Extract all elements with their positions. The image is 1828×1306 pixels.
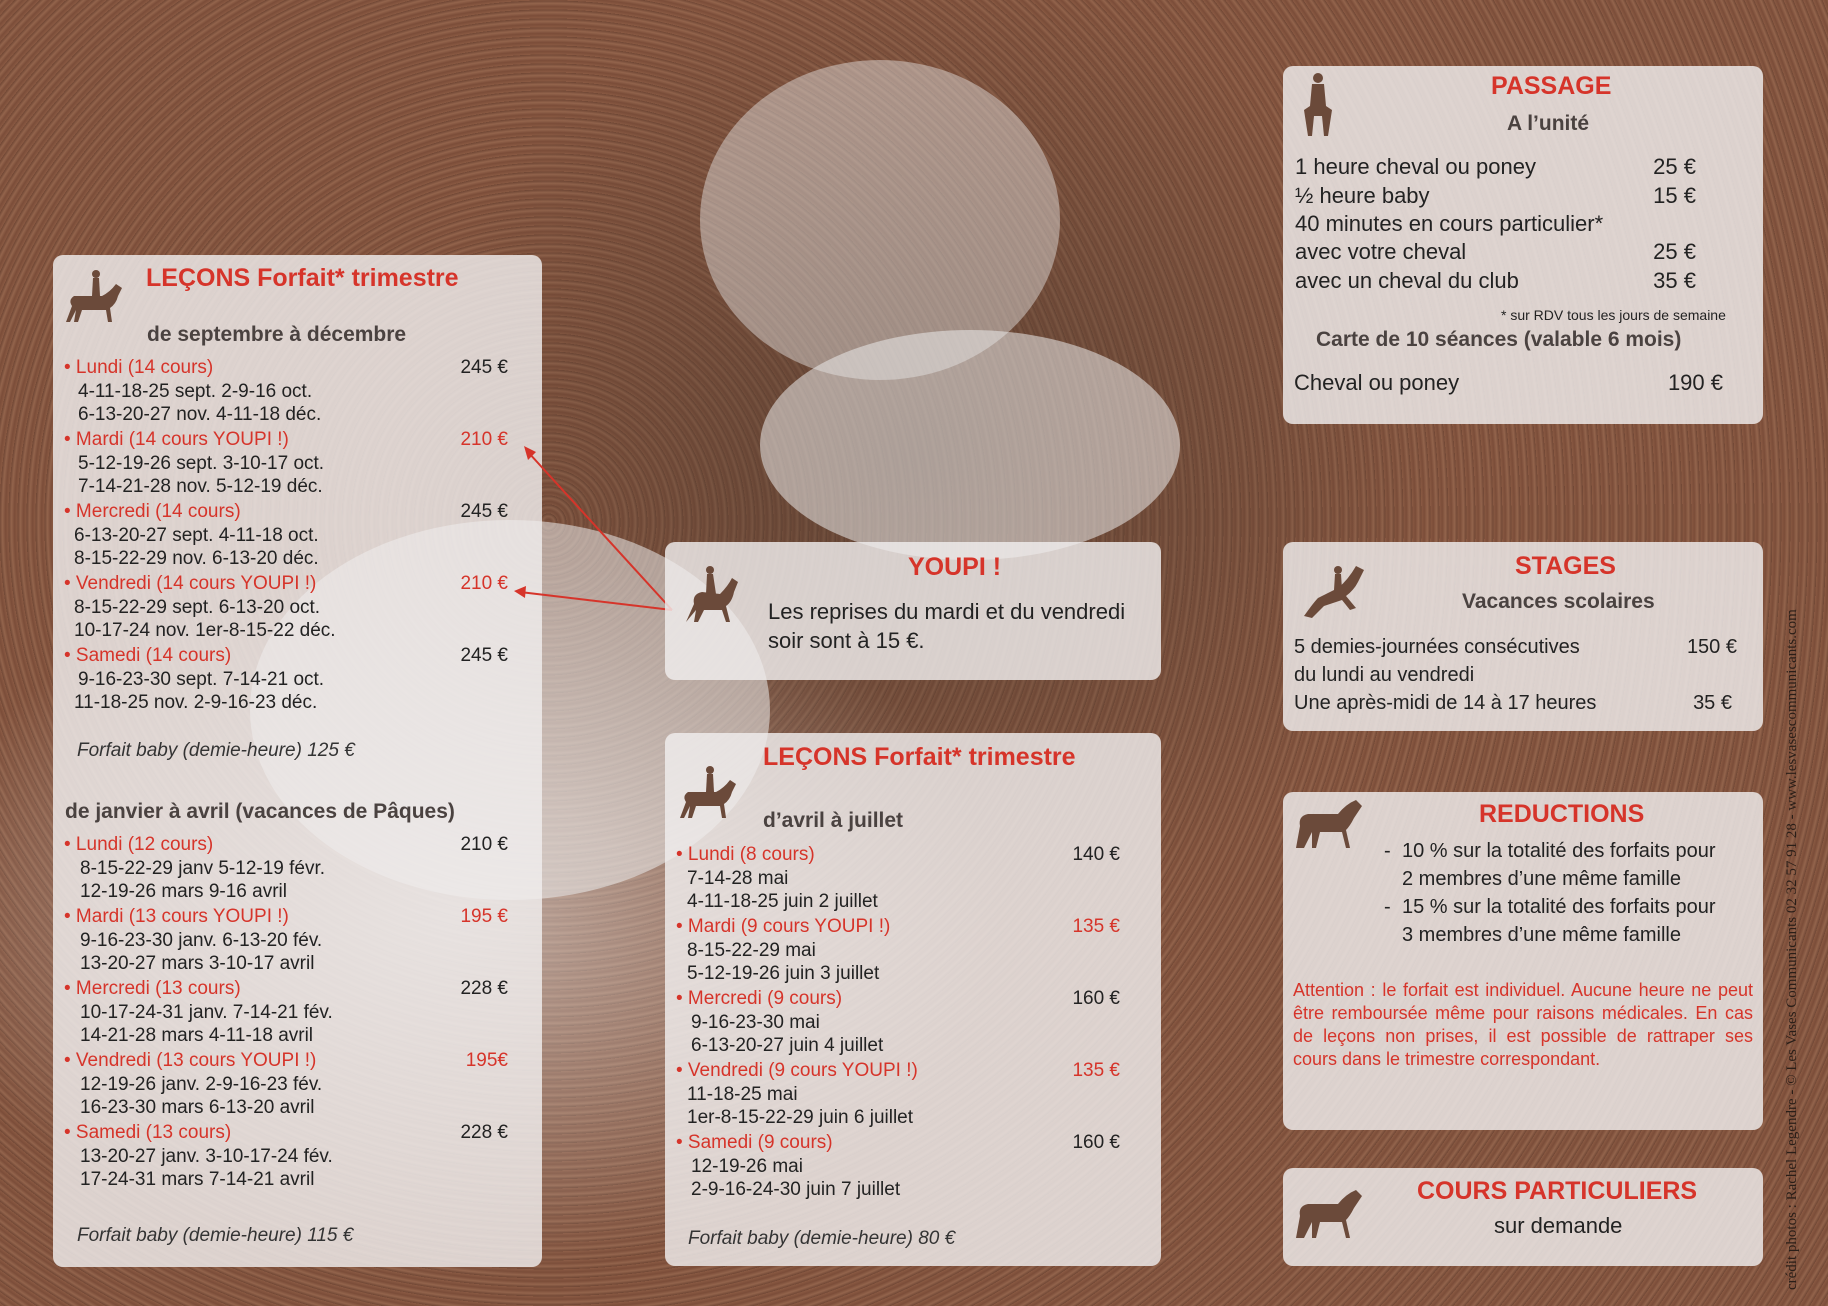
passage-title: PASSAGE (1491, 72, 1612, 100)
price: 228 € (460, 978, 508, 999)
mid-title: LEÇONS Forfait* trimestre (763, 743, 1076, 771)
stage-row: du lundi au vendredi (1294, 664, 1475, 686)
dates: 10-17-24 nov. 1er-8-15-22 déc. (74, 620, 336, 641)
reduction-dash: - (1384, 840, 1391, 862)
horse-icon (1290, 1186, 1366, 1242)
reduction-item: 2 membres d’une même famille (1402, 868, 1681, 890)
passage-label: ½ heure baby (1295, 183, 1430, 208)
dates: 16-23-30 mars 6-13-20 avril (80, 1097, 315, 1118)
dates: 8-15-22-29 sept. 6-13-20 oct. (74, 597, 321, 618)
dates: 2-9-16-24-30 juin 7 juillet (691, 1179, 901, 1200)
dates: 10-17-24-31 janv. 7-14-21 fév. (80, 1002, 333, 1023)
reduction-item: 15 % sur la totalité des forfaits pour (1402, 896, 1716, 918)
dates: 14-21-28 mars 4-11-18 avril (80, 1025, 314, 1046)
photo-credit: crédit photos : Rachel Legendre - © Les Vases Communicants 02 32 57 91 28 - www.lesvasescommunicants.com (1784, 609, 1800, 1290)
baby-price-1: Forfait baby (demie-heure) 125 € (77, 740, 355, 761)
price: 210 € (460, 834, 508, 855)
price: 195€ (465, 1050, 508, 1071)
carte-title: Carte de 10 séances (valable 6 mois) (1316, 328, 1682, 351)
stage-row: 5 demies-journées consécutives (1294, 636, 1580, 658)
dates: 4-11-18-25 juin 2 juillet (687, 891, 878, 912)
passage-note: * sur RDV tous les jours de semaine (1501, 307, 1726, 323)
price: 228 € (460, 1122, 508, 1143)
dates: 12-19-26 mai (691, 1156, 803, 1177)
stage-row: Une après-midi de 14 à 17 heures (1294, 692, 1597, 714)
stages-subtitle: Vacances scolaires (1462, 590, 1655, 613)
day-label: • Mardi (14 cours YOUPI !) (64, 429, 289, 450)
dates: 13-20-27 mars 3-10-17 avril (80, 953, 315, 974)
dates: 6-13-20-27 sept. 4-11-18 oct. (74, 525, 319, 546)
dates: 8-15-22-29 nov. 6-13-20 déc. (74, 548, 319, 569)
carte-label: Cheval ou poney (1294, 370, 1460, 395)
day-label: • Mercredi (9 cours) (676, 988, 843, 1009)
passage-price: 15 € (1653, 183, 1696, 208)
jumping-horse-icon (1298, 558, 1370, 624)
left-period-1: de septembre à décembre (147, 323, 407, 346)
left-title: LEÇONS Forfait* trimestre (146, 264, 459, 292)
price: 195 € (460, 906, 508, 927)
reduction-dash: - (1384, 896, 1391, 918)
day-label: • Vendredi (9 cours YOUPI !) (676, 1060, 918, 1081)
dates: 8-15-22-29 mai (687, 940, 816, 961)
youpi-title: YOUPI ! (908, 553, 1002, 581)
passage-label: avec votre cheval (1295, 239, 1467, 264)
day-label: • Lundi (12 cours) (64, 834, 214, 855)
day-label: • Vendredi (13 cours YOUPI !) (64, 1050, 317, 1071)
price: 140 € (1072, 844, 1120, 865)
dates: 5-12-19-26 juin 3 juillet (687, 963, 880, 984)
dates: 13-20-27 janv. 3-10-17-24 fév. (80, 1146, 333, 1167)
youpi-text-1: Les reprises du mardi et du vendredi (768, 599, 1126, 624)
passage-price: 25 € (1653, 239, 1696, 264)
dates: 11-18-25 nov. 2-9-16-23 déc. (74, 692, 318, 713)
dates: 9-16-23-30 sept. 7-14-21 oct. (78, 669, 325, 690)
carte-price: 190 € (1667, 370, 1723, 395)
cours-subtitle: sur demande (1494, 1213, 1623, 1238)
reduction-item: 3 membres d’une même famille (1402, 924, 1681, 946)
baby-price-2: Forfait baby (demie-heure) 115 € (77, 1225, 354, 1246)
day-label: • Mercredi (14 cours) (64, 501, 241, 522)
day-label: • Lundi (8 cours) (676, 844, 815, 865)
passage-subtitle: A l’unité (1507, 112, 1590, 135)
horse-rider-icon (672, 758, 742, 828)
reductions-title: REDUCTIONS (1479, 800, 1645, 828)
dates: 9-16-23-30 janv. 6-13-20 fév. (80, 930, 323, 951)
dates: 17-24-31 mars 7-14-21 avril (80, 1169, 315, 1190)
horse-rider-icon (1298, 70, 1338, 146)
price: 245 € (460, 357, 508, 378)
day-label: • Lundi (14 cours) (64, 357, 214, 378)
passage-price: 35 € (1653, 268, 1696, 293)
reduction-item: 10 % sur la totalité des forfaits pour (1402, 840, 1716, 862)
dates: 1er-8-15-22-29 juin 6 juillet (687, 1107, 914, 1128)
attention-text: Attention : le forfait est individuel. Aucune heure ne peut être remboursée même pour raisons médicales. En cas de leçons non prises, il est possible de rattraper ses cours dans le trimestre correspondant. (1293, 980, 1753, 1069)
cours-title: COURS PARTICULIERS (1417, 1177, 1698, 1205)
stage-price: 35 € (1693, 692, 1732, 714)
horse-rider-icon (680, 558, 742, 630)
dates: 5-12-19-26 sept. 3-10-17 oct. (78, 453, 325, 474)
price: 160 € (1072, 988, 1120, 1009)
dates: 4-11-18-25 sept. 2-9-16 oct. (78, 381, 313, 402)
horse-photo-neck (700, 60, 1060, 380)
dates: 7-14-21-28 nov. 5-12-19 déc. (78, 476, 323, 497)
dates: 6-13-20-27 nov. 4-11-18 déc. (78, 404, 322, 425)
dates: 12-19-26 mars 9-16 avril (80, 881, 287, 902)
passage-label: avec un cheval du club (1295, 268, 1519, 293)
day-label: • Mercredi (13 cours) (64, 978, 241, 999)
price: 160 € (1072, 1132, 1120, 1153)
day-label: • Samedi (13 cours) (64, 1122, 232, 1143)
dates: 11-18-25 mai (687, 1084, 798, 1105)
price: 210 € (460, 573, 508, 594)
day-label: • Mardi (9 cours YOUPI !) (676, 916, 891, 937)
day-label: • Samedi (14 cours) (64, 645, 232, 666)
dates: 6-13-20-27 juin 4 juillet (691, 1035, 884, 1056)
day-label: • Mardi (13 cours YOUPI !) (64, 906, 289, 927)
price: 245 € (460, 501, 508, 522)
youpi-text-2: soir sont à 15 €. (768, 628, 925, 653)
passage-label: 1 heure cheval ou poney (1295, 154, 1536, 179)
dates: 8-15-22-29 janv 5-12-19 févr. (80, 858, 326, 879)
baby-price-mid: Forfait baby (demie-heure) 80 € (688, 1228, 956, 1249)
price: 135 € (1072, 1060, 1120, 1081)
passage-price: 25 € (1653, 154, 1696, 179)
left-period-2: de janvier à avril (vacances de Pâques) (65, 800, 455, 823)
day-label: • Samedi (9 cours) (676, 1132, 833, 1153)
horse-icon (1290, 796, 1366, 852)
day-label: • Vendredi (14 cours YOUPI !) (64, 573, 317, 594)
dates: 9-16-23-30 mai (691, 1012, 820, 1033)
mid-period: d’avril à juillet (763, 809, 904, 832)
price: 135 € (1072, 916, 1120, 937)
passage-label: 40 minutes en cours particulier* (1295, 211, 1604, 236)
stages-title: STAGES (1515, 552, 1616, 580)
stage-price: 150 € (1686, 636, 1737, 658)
dates: 7-14-28 mai (687, 868, 789, 889)
price: 210 € (460, 429, 508, 450)
price: 245 € (460, 645, 508, 666)
dates: 12-19-26 janv. 2-9-16-23 fév. (80, 1074, 323, 1095)
horse-rider-icon (58, 262, 128, 332)
